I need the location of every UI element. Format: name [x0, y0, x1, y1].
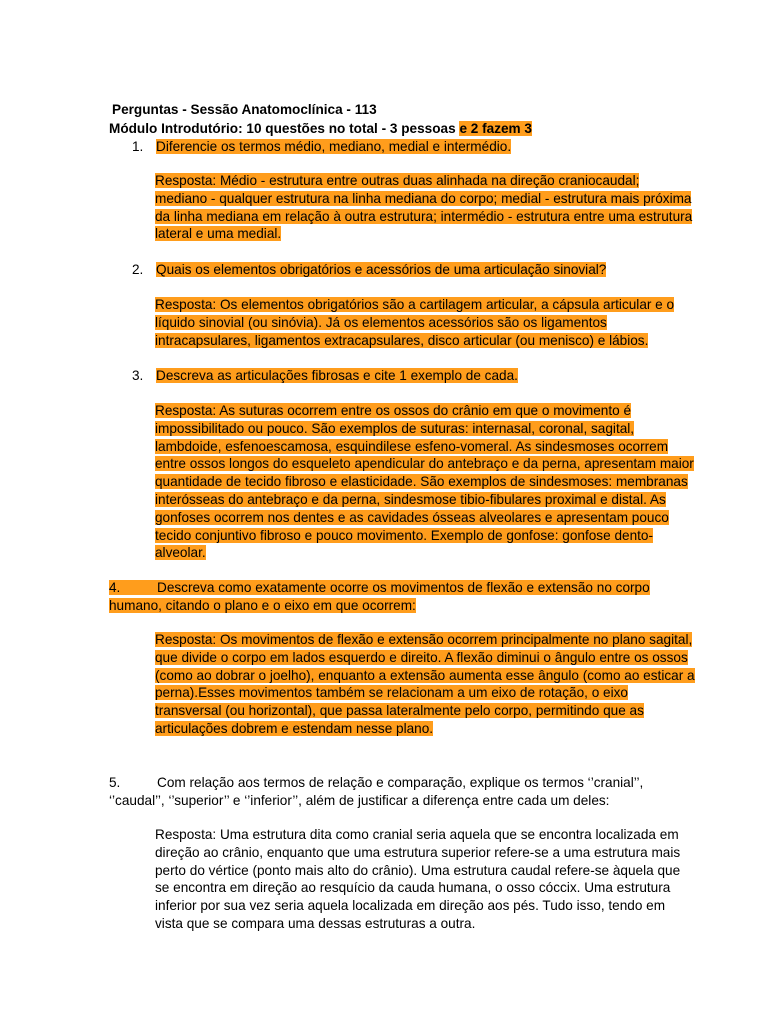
subtitle-highlight: e 2 fazem 3 [459, 121, 532, 136]
question-number: 3. [132, 368, 144, 383]
answer-3 [155, 402, 695, 562]
question-number: 2. [132, 262, 144, 277]
answer-4 [155, 631, 695, 738]
question-4 [109, 579, 699, 615]
question-text: Descreva como exatamente ocorre os movimentos de flexão e extensão no corpo humano, citando o plano e o eixo em que ocorrem: [109, 580, 650, 613]
question-text: Quais os elementos obrigatórios e acessórios de uma articulação sinovial? [156, 262, 607, 277]
answer-2 [155, 296, 695, 349]
answer-text: Resposta: Médio - estrutura entre outras duas alinhada na direção craniocaudal; mediano - qualquer estrutura na linha mediana do corpo; medial - estrutura mais próxima da linha mediana em relação à outra estrutura; intermédio - estrutura entre uma estrutura lateral e uma medial. [155, 173, 693, 242]
question-number: 1. [132, 139, 144, 154]
question-1 [132, 138, 511, 156]
question-text: Diferencie os termos médio, mediano, medial e intermédio. [156, 139, 512, 154]
question-number: 4. [109, 580, 121, 595]
subtitle-text: Módulo Introdutório: 10 questões no total - 3 pessoas [109, 121, 460, 136]
answer-text: Resposta: As suturas ocorrem entre os ossos do crânio em que o movimento é impossibilitado ou pouco. São exemplos de suturas: internasal, coronal, sagital, lambdoide, esfenoescamosa, esquindilese esfeno-vomeral. As sindesmoses ocorrem entre ossos longos do esqueleto apendicular do antebraço e da perna, apresentam maior quantidade de tecido fibroso e elasticidade. São exemplos de sindesmoses: membranas interósseas do antebraço e da perna, sindesmose tibio-fibulares proximal e distal. As gonfoses ocorrem nos dentes e as cavidades ósseas alveolares e apresentam pouco tecido conjuntivo fibroso e pouco movimento. Exemplo de gonfose: gonfose dento-alveolar. [155, 403, 694, 561]
document-title: Perguntas - Sessão Anatomoclínica - 113 [112, 102, 377, 117]
question-text: Com relação aos termos de relação e comparação, explique os termos ‘’cranial’’, ‘’caudal’’, ‘’superior’’ e ‘’inferior’’, além de justificar a diferença entre cada um deles: [109, 775, 644, 808]
question-4-highlight [109, 580, 650, 613]
question-2 [132, 261, 606, 279]
document-subtitle [109, 120, 532, 138]
question-text: Descreva as articulações fibrosas e cite 1 exemplo de cada. [156, 368, 518, 383]
question-number: 5. [109, 775, 121, 790]
question-3 [132, 367, 518, 385]
answer-text: Resposta: Os movimentos de flexão e extensão ocorrem principalmente no plano sagital, que divide o corpo em lados esquerdo e direito. A flexão diminui o ângulo entre os ossos (como ao dobrar o joelho), enquanto a extensão aumenta esse ângulo (como ao esticar a perna).Esses movimentos também se relacionam a um eixo de rotação, o eixo transversal (ou horizontal), que passa lateralmente pelo corpo, permitindo que as articulações dobrem e estendam nesse plano. [155, 632, 695, 736]
answer-5 [155, 826, 695, 933]
answer-text: Resposta: Uma estrutura dita como cranial seria aquela que se encontra localizada em direção ao crânio, enquanto que uma estrutura superior refere-se a uma estrutura mais perto do vértice (ponto mais alto do crânio). Uma estrutura caudal refere-se àquela que se encontra em direção ao resquício da cauda humana, o osso cóccix. Uma estrutura inferior por sua vez seria aquela localizada em direção aos pés. Tudo isso, tendo em vista que se compara uma dessas estruturas a outra. [155, 827, 681, 931]
answer-text: Resposta: Os elementos obrigatórios são a cartilagem articular, a cápsula articular e o líquido sinovial (ou sinóvia). Já os elementos acessórios são os ligamentos intracapsulares, ligamentos extracapsulares, disco articular (ou menisco) e lábios. [155, 297, 675, 348]
question-5 [109, 774, 699, 810]
answer-1 [155, 172, 695, 243]
